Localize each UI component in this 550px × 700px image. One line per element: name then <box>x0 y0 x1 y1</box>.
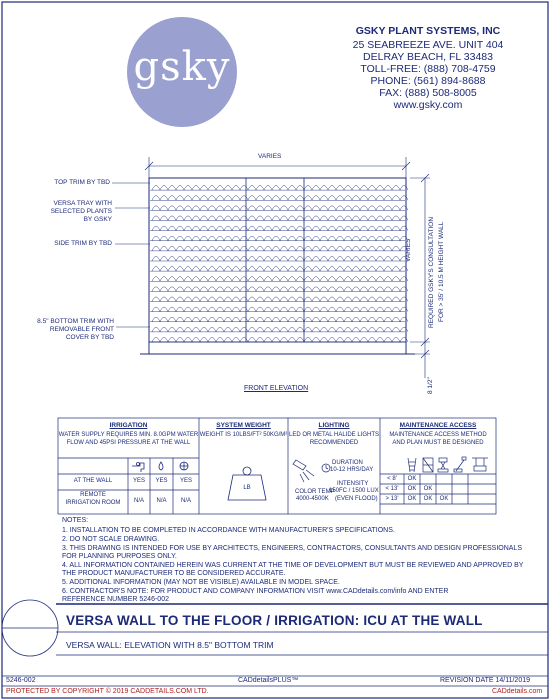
drawing-title: VERSA WALL TO THE FLOOR / IRRIGATION: ICU AT THE WALL <box>66 613 483 628</box>
company-fax: FAX: (888) 508-8005 <box>379 87 477 99</box>
weight-icon <box>228 467 266 500</box>
color-temp-value: 4000-4500K <box>296 496 329 502</box>
irrigation-row2-label-2: IRRIGATION ROOM <box>65 500 121 506</box>
maintenance-text-2: AND PLAN MUST BE DESIGNED <box>392 440 484 446</box>
callout-bottom-2: REMOVABLE FRONT <box>49 326 114 333</box>
callout-tray-3: BY GSKY <box>83 216 112 223</box>
irrigation-row1-value-2: YES <box>155 478 168 484</box>
bottom-trim <box>149 342 406 354</box>
irrigation-row2-value-3: N/A <box>180 498 191 504</box>
irrigation-row2-value-1: N/A <box>133 498 144 504</box>
callout-leaders <box>112 183 150 327</box>
droplet-icon <box>159 462 163 470</box>
copyright-notice: PROTECTED BY COPYRIGHT © 2019 CADDETAILS.COM LTD. <box>6 688 209 695</box>
reference-number: 5246-002 <box>6 677 36 684</box>
lighting-heading: LIGHTING <box>318 422 350 429</box>
versa-wall-panel <box>140 178 415 354</box>
maintenance-row-value-2b: OK <box>423 486 433 492</box>
company-address-2: DELRAY BEACH, FL 33483 <box>363 51 493 63</box>
trim-dimension-label: 8 1/2" <box>427 377 434 394</box>
maintenance-row-label-1: < 8' <box>387 476 397 482</box>
irrigation-heading: IRRIGATION <box>109 422 148 429</box>
maintenance-row-value-3: OK <box>407 496 417 502</box>
cad-brand: CADdetailsPLUS™ <box>238 677 299 684</box>
caddetails-link[interactable]: CADdetails.com <box>492 688 543 695</box>
callout-side-trim: SIDE TRIM BY TBD <box>54 240 112 247</box>
company-name: GSKY PLANT SYSTEMS, INC <box>355 25 501 37</box>
callout-tray-1: VERSA TRAY WITH <box>53 200 112 207</box>
maintenance-heading: MAINTENANCE ACCESS <box>399 422 477 429</box>
note-item: 4. ALL INFORMATION CONTAINED HEREIN WAS CURRENT AT THE TIME OF DEVELOPMENT BUT MUST BE REVIEWED AND APPROVED BY <box>62 562 524 569</box>
note-item: 1. INSTALLATION TO BE COMPLETED IN ACCORDANCE WITH MANUFACTURER'S SPECIFICATIONS. <box>62 527 395 534</box>
company-website: www.gsky.com <box>393 99 463 111</box>
note-item: REFERENCE NUMBER 5246-002 <box>62 596 169 603</box>
height-dimension <box>410 174 430 378</box>
callout-tray-2: SELECTED PLANTS <box>50 208 112 215</box>
intensity-value: 150FC / 1500 LUX <box>329 488 379 494</box>
clock-icon <box>322 464 330 472</box>
irrigation-row2-value-2: N/A <box>156 498 167 504</box>
height-note-2: FOR > 35' / 10.5 M HEIGHT WALL <box>438 221 445 322</box>
duration-value: 10-12 HRS/DAY <box>330 467 374 473</box>
width-dimension-label: VARIES <box>258 153 282 160</box>
maintenance-row-value-3c: OK <box>439 496 449 502</box>
maintenance-row-value-3b: OK <box>423 496 433 502</box>
lighting-text-1: LED OR METAL HALIDE LIGHTS <box>288 432 380 438</box>
irrigation-row2-label-1: REMOTE <box>80 492 106 498</box>
lighting-text-2: RECOMMENDED <box>309 440 359 446</box>
notes-heading: NOTES: <box>62 517 89 524</box>
scaffold-icon <box>423 458 433 472</box>
height-dimension-label: VARIES <box>405 238 412 262</box>
note-item: THE PRODUCT MANUFACTURER TO BE CONSIDERED ACCURATE. <box>62 570 286 577</box>
company-tollfree: TOLL-FREE: (888) 708-4759 <box>360 63 496 75</box>
irrigation-row1-value-1: YES <box>132 478 145 484</box>
duration-label: DURATION <box>332 460 363 466</box>
drawing-subtitle: VERSA WALL: ELEVATION WITH 8.5" BOTTOM TRIM <box>66 640 274 650</box>
callout-bottom-1: 8.5" BOTTOM TRIM WITH <box>37 318 114 325</box>
light-fixture-icon <box>293 460 314 482</box>
note-item: 3. THIS DRAWING IS INTENDED FOR USE BY ARCHITECTS, ENGINEERS, CONTRACTORS, CONSULTANTS AND DESIGN PROFESSIONALS <box>62 545 522 552</box>
callout-bottom-3: COVER BY TBD <box>65 334 114 341</box>
maintenance-row-label-2: < 13' <box>385 486 399 492</box>
irrigation-row1-label: AT THE WALL <box>73 478 113 484</box>
color-temp-label: COLOR TEMP <box>295 489 335 495</box>
maintenance-row-value-1: OK <box>407 476 417 482</box>
note-item: 2. DO NOT SCALE DRAWING. <box>62 536 160 543</box>
note-item: 5. ADDITIONAL INFORMATION (MAY NOT BE VISIBLE) AVAILABLE IN MODEL SPACE. <box>62 579 340 586</box>
intensity-label: INTENSITY <box>337 481 369 487</box>
maintenance-row-value-2: OK <box>407 486 417 492</box>
width-dimension <box>145 157 410 180</box>
note-item: FOR PLANNING PURPOSES ONLY. <box>62 553 177 560</box>
callout-top-trim: TOP TRIM BY TBD <box>54 179 110 186</box>
company-address-1: 25 SEABREEZE AVE. UNIT 404 <box>352 39 504 51</box>
lift-icon <box>438 458 448 472</box>
note-item: 6. CONTRACTOR'S NOTE: FOR PRODUCT AND COMPANY INFORMATION VISIT www.CADdetails.com/info AND ENTER <box>62 588 449 595</box>
intensity-note: (EVEN FLOOD) <box>335 496 378 502</box>
irrigation-text-2: FLOW AND 45PSI PRESSURE AT THE WALL <box>66 440 191 446</box>
weight-icon-label: LB <box>243 485 251 491</box>
faucet-icon <box>132 463 144 473</box>
sprinkler-icon <box>180 462 188 470</box>
irrigation-row1-value-3: YES <box>179 478 192 484</box>
height-note-1: REQUIRED GSKY'S CONSULTATION <box>428 216 435 328</box>
weight-text: WEIGHT IS 10LBS/FT² 50KG/M² <box>199 432 288 438</box>
weight-heading: SYSTEM WEIGHT <box>216 422 271 429</box>
irrigation-text-1: WATER SUPPLY REQUIRES MIN. 8.0GPM WATER <box>58 432 199 438</box>
ladder-icon <box>408 458 416 472</box>
front-elevation-caption: FRONT ELEVATION <box>244 385 309 392</box>
maintenance-row-label-3: > 13' <box>385 496 399 502</box>
gsky-logo: gsky <box>133 44 231 90</box>
boom-lift-icon <box>454 457 466 472</box>
gondola-icon <box>472 458 488 471</box>
maintenance-text-1: MAINTENANCE ACCESS METHOD <box>389 432 487 438</box>
company-phone: PHONE: (561) 894-8688 <box>370 75 486 87</box>
revision-date: REVISION DATE 14/11/2019 <box>440 677 531 684</box>
